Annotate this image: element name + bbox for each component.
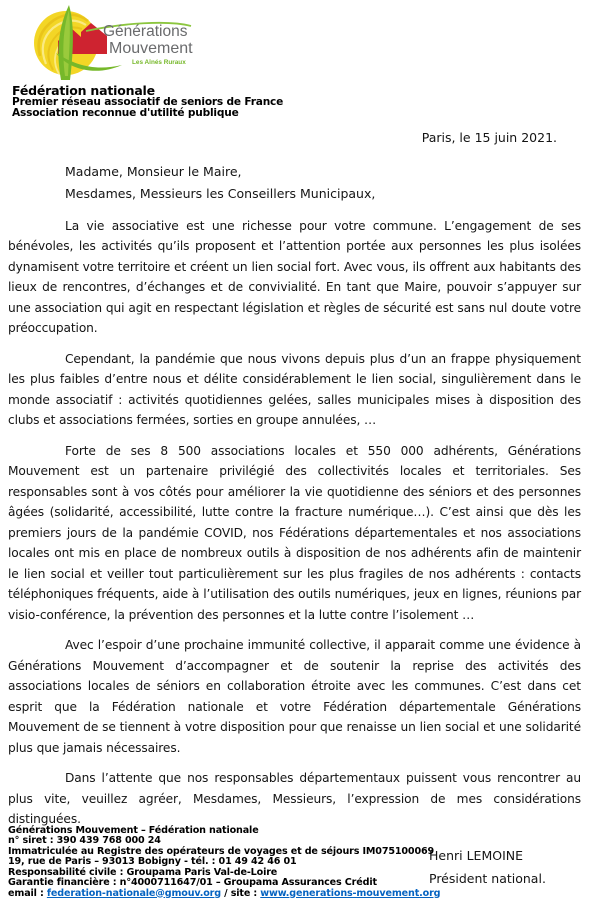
org-subtitle-1: Premier réseau associatif de seniors de France [12, 96, 284, 108]
salutation-line: Madame, Monsieur le Maire, [65, 163, 242, 179]
logo-name-line2: Mouvement [109, 40, 193, 57]
footer-line: Garantie financière : n°4000711647/01 – Groupama Assurances Crédit [8, 877, 377, 888]
letter-date: Paris, le 15 juin 2021. [421, 129, 557, 145]
salutation-line: Mesdames, Messieurs les Conseillers Municipaux, [65, 185, 376, 201]
paragraph: Dans l’attente que nos responsables départementaux puissent vous rencontrer au plus vite, veuillez agréer, Mesdames, Messieurs, l’expression de mes considérations distinguées. [8, 771, 581, 827]
paragraph: Forte de ses 8 500 associations locales et 550 000 adhérents, Générations Mouvement est un partenaire privilégié des collectivités locales et territoriales. Ses responsables sont à vos côtés pour améliorer la vie quotidienne des séniors et des personnes âgées (solidarité, accessibilité, lutte contre la fracture numérique…). C’est ainsi que dès les premiers jours de la pandémie COVID, nos Fédérations départementales et nos associations locales ont mis en place de nombreux outils à disposition de nos adhérents afin de maintenir le lien social et veiller tout particulièrement sur les plus fragiles de nos adhérents : contacts téléphoniques fréquents, aide à l’utilisation des outils numériques, jeux en lignes, réunions par visio-conférence, la prévention des personnes et la lutte contre l’isolement … [8, 443, 581, 622]
footer-line: Immatriculée au Registre des opérateurs de voyages et de séjours IM075100069 [8, 845, 435, 857]
letter-body [8, 216, 581, 830]
generations-mouvement-logo [28, 4, 228, 82]
logo-name-line1: Générations [103, 23, 188, 40]
footer-line: Responsabilité civile : Groupama Paris Val-de-Loire [8, 866, 278, 878]
site-label: / site : [220, 887, 261, 899]
salutation [65, 161, 581, 205]
footer-contact-line [8, 889, 590, 900]
org-header [12, 84, 581, 120]
signature-name: Henri LEMOINE [429, 847, 524, 863]
org-name: Fédération nationale [12, 83, 155, 98]
signature-title: Président national. [429, 870, 546, 886]
footer-line: Générations Mouvement – Fédération nationale [8, 824, 259, 836]
paragraph: Cependant, la pandémie que nous vivons depuis plus d’un an frappe physiquement les plus faibles d’entre nous et délite considérablement le lien social, singulièrement dans le monde associatif : activités quotidiennes gelées, salles municipales mises à disposition des clubs et associations fermées, sorties en groupe annulées, … [8, 351, 581, 428]
email-label: email : [8, 887, 47, 899]
footer-line: 19, rue de Paris – 93013 Bobigny - tél. : 01 49 42 46 01 [8, 856, 297, 867]
letter-footer [8, 826, 590, 900]
website-link[interactable]: www.generations-mouvement.org [260, 887, 441, 899]
footer-line: n° siret : 390 439 768 000 24 [8, 835, 161, 846]
org-subtitle-2: Association reconnue d'utilité publique [12, 107, 239, 120]
logo-tagline: Les Aînés Ruraux [132, 59, 186, 66]
email-link[interactable]: federation-nationale@gmouv.org [46, 887, 221, 899]
paragraph: La vie associative est une richesse pour votre commune. L’engagement de ses bénévoles, les activités qu’ils proposent et l’attention portée aux personnes les plus isolées dynamisent votre territoire et créent un lien social fort. Avec vous, ils offrent aux habitants des lieux de rencontres, d’échanges et de convivialité. En tant que Maire, pouvoir s’appuyer sur une association qui agit en respectant législation et règles de sécurité est sans nul doute votre préoccupation. [8, 218, 581, 336]
paragraph: Avec l’espoir d’une prochaine immunité collective, il apparait comme une évidence à Générations Mouvement d’accompagner et de soutenir la reprise des activités des associations locales de séniors en collaboration étroite avec les communes. C’est dans cet esprit que la Fédération nationale et votre Fédération départementale Générations Mouvement de se tiennent à votre disposition pour que renaisse un lien social et une solidarité plus que jamais nécessaires. [8, 638, 581, 755]
